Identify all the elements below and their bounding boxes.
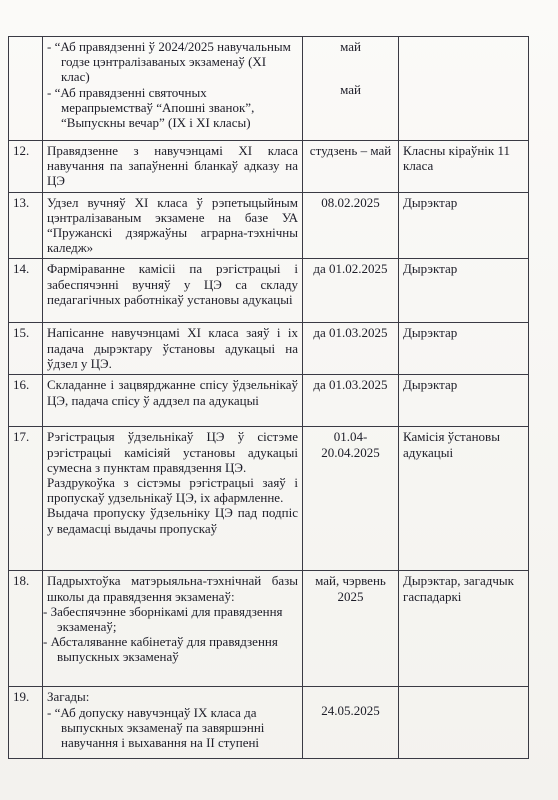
row-task: Складанне і зацвярджанне спісу ўдзельнікаў ЦЭ, падача спісу ў аддзел па адукацыі — [43, 375, 303, 427]
row-number: 15. — [9, 323, 43, 375]
table-row — [9, 323, 529, 375]
row-responsible: Дырэктар — [399, 259, 529, 323]
table-row — [9, 571, 529, 687]
task-line: - “Аб правядзенні святочных мерапрыемстваў “Апошні званок”, “Выпускны вечар” (IX і XI класы) — [47, 84, 255, 131]
row-term: 01.04- 20.04.2025 — [303, 427, 399, 571]
row-responsible: Дырэктар, загадчык гаспадаркі — [399, 571, 529, 687]
row-task — [43, 37, 303, 141]
plan-table — [8, 36, 529, 759]
task-bullet: - Забеспячэнне зборнікамі для правядзення экзаменаў; — [43, 603, 283, 635]
row-term: студзень – май — [303, 141, 399, 193]
task-bullet: - Абсталяванне кабінетаў для правядзення выпускных экзаменаў — [43, 634, 278, 665]
term-line: май — [340, 82, 361, 98]
row-task: Фарміраванне камісіі па рэгістрацыі і забеспячэнні вучняў у ЦЭ са складу педагагічных работнікаў установы адукацыі — [43, 259, 303, 323]
task-line: - “Аб правядзенні ў 2024/2025 навучальным годзе цэнтралізаваных экзаменаў (XI клас) — [47, 39, 291, 85]
row-responsible — [399, 687, 529, 759]
row-term: 08.02.2025 — [303, 192, 399, 259]
row-number: 14. — [9, 259, 43, 323]
row-term: май, чэрвень 2025 — [303, 571, 399, 687]
row-responsible: Камісія ўстановы адукацыі — [399, 427, 529, 571]
row-number: 16. — [9, 375, 43, 427]
table-row — [9, 375, 529, 427]
table-row — [9, 141, 529, 193]
row-term: 24.05.2025 — [303, 687, 399, 759]
row-number: 12. — [9, 141, 43, 193]
table-row — [9, 192, 529, 259]
term-line: май — [340, 39, 361, 54]
task-line: - “Аб допуску навучэнцаў IX класа да выпускных экзаменаў па завяршэнні навучання і выхавання на II ступені — [47, 704, 265, 751]
row-task: Напісанне навучэнцамі XI класа заяў і іх падача дырэктару ўстановы адукацыі на ўдзел у ЦЭ. — [43, 323, 303, 375]
row-task: Падрыхтоўка матэрыяльна-тэхнічнай базы школы да правядзення экзаменаў: - Забеспячэнне зборнікамі для правядзення экзаменаў; - Абсталяванне кабінетаў для правядзення выпускных экзаменаў — [43, 571, 303, 687]
row-term: да 01.03.2025 — [303, 375, 399, 427]
table-row — [9, 37, 529, 141]
row-number: 13. — [9, 192, 43, 259]
row-term: да 01.02.2025 — [303, 259, 399, 323]
row-responsible: Класны кіраўнік 11 класа — [399, 141, 529, 193]
table-row — [9, 259, 529, 323]
row-number — [9, 37, 43, 141]
row-number: 18. — [9, 571, 43, 687]
row-term — [303, 37, 399, 141]
table-row — [9, 687, 529, 759]
row-number: 19. — [9, 687, 43, 759]
table-row — [9, 427, 529, 571]
row-task: Удзел вучняў XI класа ў рэпетыцыйным цэнтралізаваным экзамене на базе УА “Пружанскі дзяржаўны аграрна-тэхнічны каледж» — [43, 192, 303, 259]
row-responsible: Дырэктар — [399, 323, 529, 375]
row-number: 17. — [9, 427, 43, 571]
row-responsible: Дырэктар — [399, 375, 529, 427]
row-term: да 01.03.2025 — [303, 323, 399, 375]
row-responsible — [399, 37, 529, 141]
row-task: Загады: - “Аб допуску навучэнцаў IX класа да выпускных экзаменаў па завяршэнні навучання і выхавання на II ступені — [43, 687, 303, 759]
row-task: Правядзенне з навучэнцамі XI класа навучання па запаўненні бланкаў адказу на ЦЭ — [43, 141, 303, 193]
row-task: Рэгістрацыя ўдзельнікаў ЦЭ ў сістэме рэгістрацыі камісіяй установы адукацыі сумесна з пунктам правядзення ЦЭ. Раздрукоўка з сістэмы рэгістрацыі заяў і пропускаў удзельнікаў ЦЭ, іх афармленне. Выдача пропуску ўдзельніку ЦЭ пад подпіс у ведамасці выдачы пропускаў — [43, 427, 303, 571]
row-responsible: Дырэктар — [399, 192, 529, 259]
